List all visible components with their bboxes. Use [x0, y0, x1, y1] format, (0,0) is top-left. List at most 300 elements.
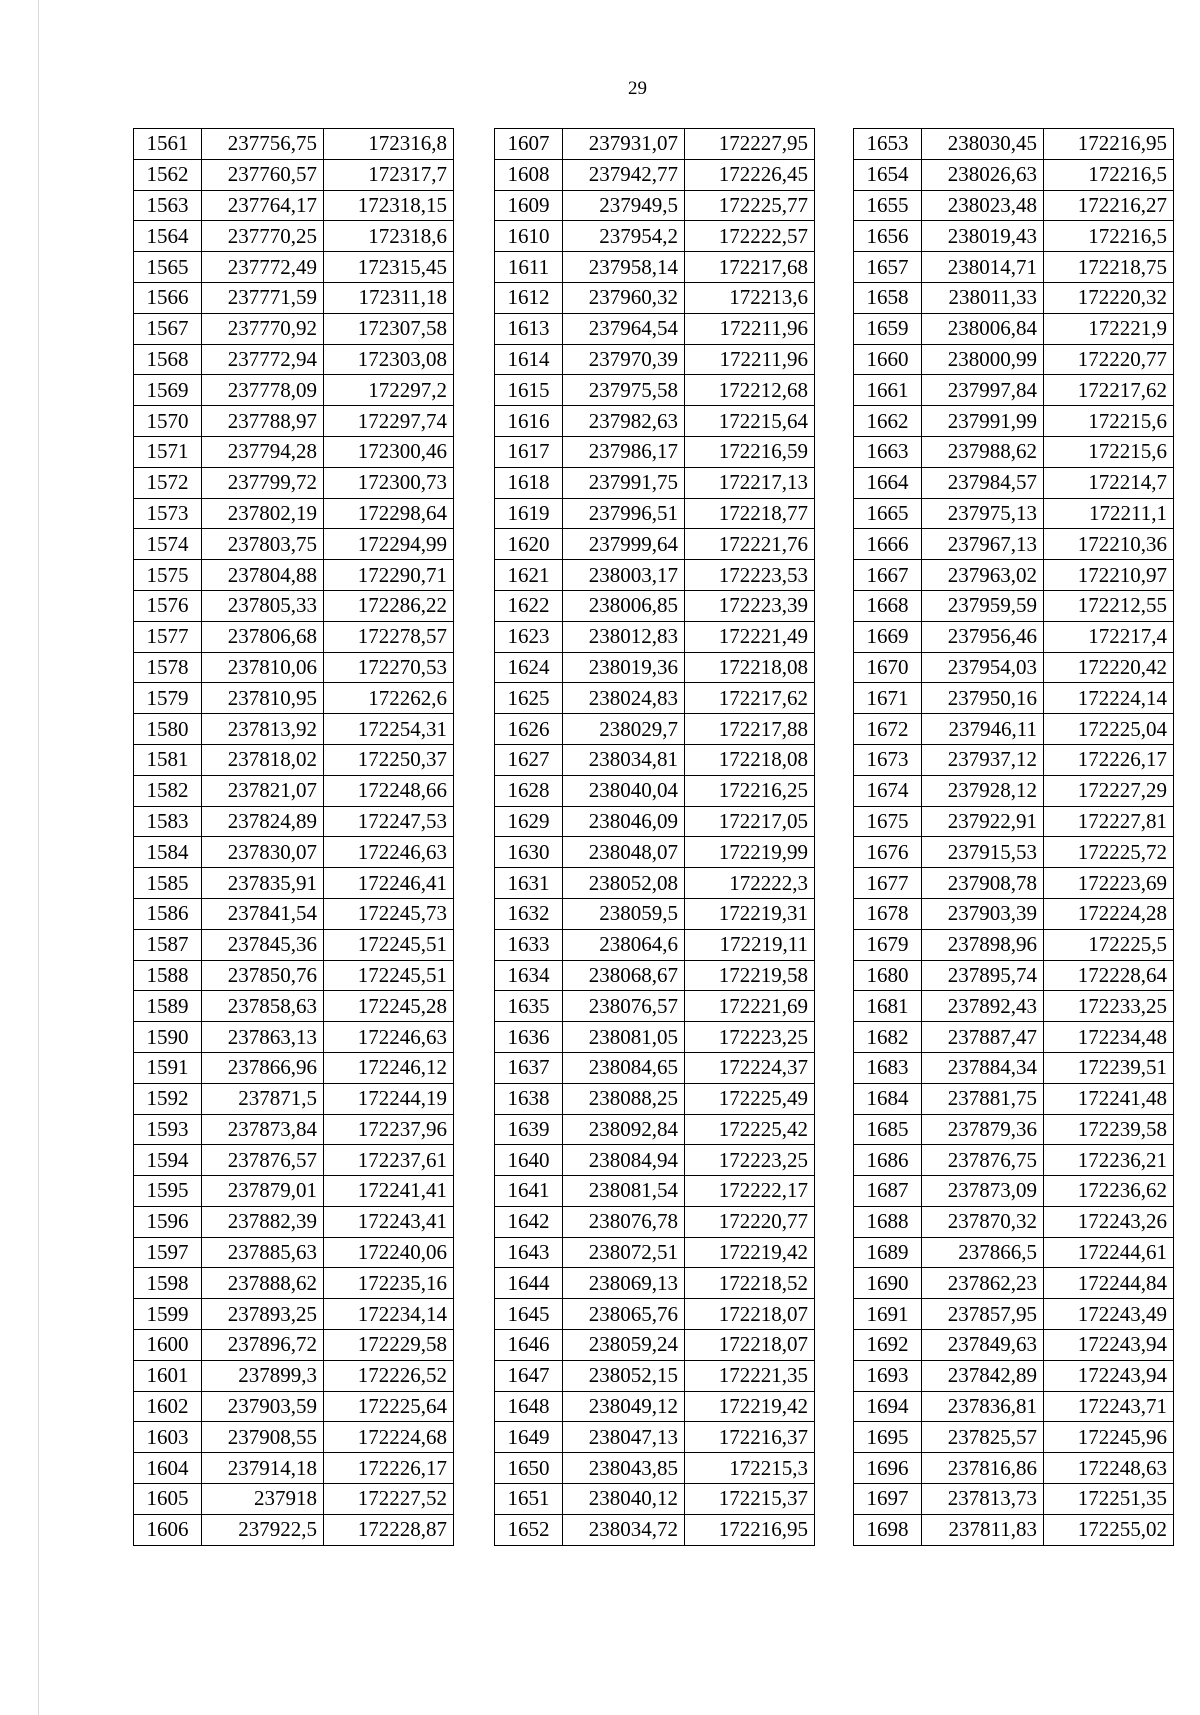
table-row: [134, 991, 454, 1022]
y-coordinate-cell: 172223,25: [685, 1022, 815, 1053]
y-coordinate-cell: 172218,08: [685, 744, 815, 775]
x-coordinate-cell: 237802,19: [202, 498, 324, 529]
x-coordinate-cell: 238040,12: [563, 1484, 685, 1515]
x-coordinate-cell: 237922,91: [922, 806, 1044, 837]
coordinates-table-1: [133, 128, 454, 1546]
x-coordinate-cell: 237895,74: [922, 960, 1044, 991]
point-number-cell: 1591: [134, 1052, 202, 1083]
y-coordinate-cell: 172237,96: [324, 1114, 454, 1145]
y-coordinate-cell: 172214,7: [1044, 467, 1174, 498]
point-number-cell: 1595: [134, 1176, 202, 1207]
x-coordinate-cell: 237908,78: [922, 868, 1044, 899]
x-coordinate-cell: 237970,39: [563, 344, 685, 375]
y-coordinate-cell: 172225,42: [685, 1114, 815, 1145]
point-number-cell: 1663: [854, 436, 922, 467]
point-number-cell: 1634: [495, 960, 563, 991]
x-coordinate-cell: 238084,65: [563, 1052, 685, 1083]
y-coordinate-cell: 172290,71: [324, 560, 454, 591]
y-coordinate-cell: 172218,08: [685, 652, 815, 683]
point-number-cell: 1682: [854, 1022, 922, 1053]
y-coordinate-cell: 172315,45: [324, 252, 454, 283]
y-coordinate-cell: 172226,45: [685, 159, 815, 190]
y-coordinate-cell: 172216,37: [685, 1422, 815, 1453]
x-coordinate-cell: 237818,02: [202, 744, 324, 775]
y-coordinate-cell: 172246,63: [324, 1022, 454, 1053]
point-number-cell: 1697: [854, 1484, 922, 1515]
table-row: [134, 313, 454, 344]
y-coordinate-cell: 172245,96: [1044, 1422, 1174, 1453]
x-coordinate-cell: 238029,7: [563, 714, 685, 745]
x-coordinate-cell: 237975,58: [563, 375, 685, 406]
x-coordinate-cell: 238084,94: [563, 1145, 685, 1176]
point-number-cell: 1582: [134, 775, 202, 806]
x-coordinate-cell: 237885,63: [202, 1237, 324, 1268]
x-coordinate-cell: 237857,95: [922, 1299, 1044, 1330]
table-row: [854, 344, 1174, 375]
x-coordinate-cell: 238072,51: [563, 1237, 685, 1268]
x-coordinate-cell: 237898,96: [922, 929, 1044, 960]
y-coordinate-cell: 172270,53: [324, 652, 454, 683]
table-row: [854, 1484, 1174, 1515]
point-number-cell: 1652: [495, 1514, 563, 1545]
table-row: [495, 313, 815, 344]
point-number-cell: 1564: [134, 221, 202, 252]
x-coordinate-cell: 237915,53: [922, 837, 1044, 868]
table-row: [134, 837, 454, 868]
table-row: [854, 1237, 1174, 1268]
x-coordinate-cell: 238064,6: [563, 929, 685, 960]
table-row: [495, 806, 815, 837]
table-row: [134, 129, 454, 160]
point-number-cell: 1691: [854, 1299, 922, 1330]
table-row: [495, 683, 815, 714]
x-coordinate-cell: 237914,18: [202, 1453, 324, 1484]
table-row: [134, 1422, 454, 1453]
y-coordinate-cell: 172300,46: [324, 436, 454, 467]
x-coordinate-cell: 238024,83: [563, 683, 685, 714]
table-row: [495, 1391, 815, 1422]
x-coordinate-cell: 237858,63: [202, 991, 324, 1022]
y-coordinate-cell: 172244,61: [1044, 1237, 1174, 1268]
x-coordinate-cell: 237967,13: [922, 529, 1044, 560]
y-coordinate-cell: 172216,25: [685, 775, 815, 806]
x-coordinate-cell: 238011,33: [922, 282, 1044, 313]
table-row: [495, 375, 815, 406]
point-number-cell: 1567: [134, 313, 202, 344]
table-row: [495, 837, 815, 868]
point-number-cell: 1646: [495, 1330, 563, 1361]
y-coordinate-cell: 172294,99: [324, 529, 454, 560]
y-coordinate-cell: 172226,17: [1044, 744, 1174, 775]
table-row: [134, 529, 454, 560]
y-coordinate-cell: 172286,22: [324, 590, 454, 621]
point-number-cell: 1653: [854, 129, 922, 160]
table-row: [134, 560, 454, 591]
x-coordinate-cell: 237950,16: [922, 683, 1044, 714]
x-coordinate-cell: 237899,3: [202, 1360, 324, 1391]
x-coordinate-cell: 237984,57: [922, 467, 1044, 498]
x-coordinate-cell: 238006,84: [922, 313, 1044, 344]
y-coordinate-cell: 172216,95: [1044, 129, 1174, 160]
point-number-cell: 1570: [134, 406, 202, 437]
x-coordinate-cell: 237892,43: [922, 991, 1044, 1022]
point-number-cell: 1566: [134, 282, 202, 313]
y-coordinate-cell: 172297,2: [324, 375, 454, 406]
point-number-cell: 1589: [134, 991, 202, 1022]
point-number-cell: 1640: [495, 1145, 563, 1176]
table-row: [134, 775, 454, 806]
x-coordinate-cell: 237876,75: [922, 1145, 1044, 1176]
y-coordinate-cell: 172223,39: [685, 590, 815, 621]
x-coordinate-cell: 237813,92: [202, 714, 324, 745]
y-coordinate-cell: 172243,41: [324, 1206, 454, 1237]
x-coordinate-cell: 238003,17: [563, 560, 685, 591]
x-coordinate-cell: 237988,62: [922, 436, 1044, 467]
y-coordinate-cell: 172212,68: [685, 375, 815, 406]
table-row: [495, 190, 815, 221]
point-number-cell: 1696: [854, 1453, 922, 1484]
table-row: [495, 1484, 815, 1515]
x-coordinate-cell: 237835,91: [202, 868, 324, 899]
x-coordinate-cell: 237824,89: [202, 806, 324, 837]
x-coordinate-cell: 237850,76: [202, 960, 324, 991]
y-coordinate-cell: 172215,64: [685, 406, 815, 437]
table-row: [495, 775, 815, 806]
y-coordinate-cell: 172316,8: [324, 129, 454, 160]
point-number-cell: 1693: [854, 1360, 922, 1391]
table-row: [134, 898, 454, 929]
y-coordinate-cell: 172221,35: [685, 1360, 815, 1391]
table-row: [495, 159, 815, 190]
point-number-cell: 1577: [134, 621, 202, 652]
y-coordinate-cell: 172228,87: [324, 1514, 454, 1545]
point-number-cell: 1601: [134, 1360, 202, 1391]
table-row: [854, 1330, 1174, 1361]
y-coordinate-cell: 172221,49: [685, 621, 815, 652]
y-coordinate-cell: 172223,69: [1044, 868, 1174, 899]
table-row: [134, 960, 454, 991]
x-coordinate-cell: 237870,32: [922, 1206, 1044, 1237]
y-coordinate-cell: 172243,94: [1044, 1360, 1174, 1391]
table-row: [854, 991, 1174, 1022]
table-row: [854, 560, 1174, 591]
table-row: [854, 406, 1174, 437]
point-number-cell: 1628: [495, 775, 563, 806]
table-row: [134, 221, 454, 252]
table-row: [854, 806, 1174, 837]
table-row: [134, 498, 454, 529]
table-row: [495, 1422, 815, 1453]
table-row: [134, 467, 454, 498]
table-row: [854, 467, 1174, 498]
table-row: [495, 960, 815, 991]
point-number-cell: 1581: [134, 744, 202, 775]
y-coordinate-cell: 172221,76: [685, 529, 815, 560]
y-coordinate-cell: 172222,3: [685, 868, 815, 899]
y-coordinate-cell: 172255,02: [1044, 1514, 1174, 1545]
x-coordinate-cell: 237816,86: [922, 1453, 1044, 1484]
table-row: [854, 159, 1174, 190]
point-number-cell: 1613: [495, 313, 563, 344]
x-coordinate-cell: 237942,77: [563, 159, 685, 190]
x-coordinate-cell: 237772,94: [202, 344, 324, 375]
point-number-cell: 1623: [495, 621, 563, 652]
point-number-cell: 1572: [134, 467, 202, 498]
point-number-cell: 1629: [495, 806, 563, 837]
y-coordinate-cell: 172245,51: [324, 929, 454, 960]
table-row: [854, 1114, 1174, 1145]
y-coordinate-cell: 172237,61: [324, 1145, 454, 1176]
scan-edge-line: [38, 0, 39, 1715]
x-coordinate-cell: 237804,88: [202, 560, 324, 591]
x-coordinate-cell: 237999,64: [563, 529, 685, 560]
point-number-cell: 1644: [495, 1268, 563, 1299]
x-coordinate-cell: 237778,09: [202, 375, 324, 406]
table-row: [854, 1022, 1174, 1053]
table-row: [495, 590, 815, 621]
x-coordinate-cell: 238043,85: [563, 1453, 685, 1484]
x-coordinate-cell: 237806,68: [202, 621, 324, 652]
point-number-cell: 1649: [495, 1422, 563, 1453]
y-coordinate-cell: 172216,27: [1044, 190, 1174, 221]
x-coordinate-cell: 238076,57: [563, 991, 685, 1022]
y-coordinate-cell: 172245,28: [324, 991, 454, 1022]
y-coordinate-cell: 172233,25: [1044, 991, 1174, 1022]
table-row: [134, 1268, 454, 1299]
point-number-cell: 1600: [134, 1330, 202, 1361]
y-coordinate-cell: 172220,42: [1044, 652, 1174, 683]
point-number-cell: 1604: [134, 1453, 202, 1484]
point-number-cell: 1627: [495, 744, 563, 775]
table-row: [134, 159, 454, 190]
x-coordinate-cell: 237879,36: [922, 1114, 1044, 1145]
x-coordinate-cell: 237887,47: [922, 1022, 1044, 1053]
x-coordinate-cell: 238049,12: [563, 1391, 685, 1422]
y-coordinate-cell: 172245,51: [324, 960, 454, 991]
table-row: [854, 498, 1174, 529]
y-coordinate-cell: 172225,04: [1044, 714, 1174, 745]
x-coordinate-cell: 237849,63: [922, 1330, 1044, 1361]
table-row: [854, 929, 1174, 960]
x-coordinate-cell: 237873,09: [922, 1176, 1044, 1207]
x-coordinate-cell: 238034,72: [563, 1514, 685, 1545]
y-coordinate-cell: 172216,5: [1044, 159, 1174, 190]
x-coordinate-cell: 237922,5: [202, 1514, 324, 1545]
x-coordinate-cell: 237946,11: [922, 714, 1044, 745]
table-row: [134, 1145, 454, 1176]
x-coordinate-cell: 237882,39: [202, 1206, 324, 1237]
point-number-cell: 1587: [134, 929, 202, 960]
y-coordinate-cell: 172246,63: [324, 837, 454, 868]
x-coordinate-cell: 237873,84: [202, 1114, 324, 1145]
y-coordinate-cell: 172245,73: [324, 898, 454, 929]
point-number-cell: 1666: [854, 529, 922, 560]
x-coordinate-cell: 237770,25: [202, 221, 324, 252]
y-coordinate-cell: 172215,37: [685, 1484, 815, 1515]
x-coordinate-cell: 237896,72: [202, 1330, 324, 1361]
x-coordinate-cell: 237866,5: [922, 1237, 1044, 1268]
y-coordinate-cell: 172243,71: [1044, 1391, 1174, 1422]
x-coordinate-cell: 237836,81: [922, 1391, 1044, 1422]
y-coordinate-cell: 172215,6: [1044, 406, 1174, 437]
y-coordinate-cell: 172220,77: [685, 1206, 815, 1237]
x-coordinate-cell: 238069,13: [563, 1268, 685, 1299]
table-row: [854, 683, 1174, 714]
x-coordinate-cell: 237805,33: [202, 590, 324, 621]
y-coordinate-cell: 172307,58: [324, 313, 454, 344]
table-row: [495, 252, 815, 283]
y-coordinate-cell: 172241,48: [1044, 1083, 1174, 1114]
table-row: [134, 252, 454, 283]
y-coordinate-cell: 172300,73: [324, 467, 454, 498]
table-row: [134, 1022, 454, 1053]
table-row: [495, 282, 815, 313]
y-coordinate-cell: 172217,05: [685, 806, 815, 837]
x-coordinate-cell: 238019,36: [563, 652, 685, 683]
y-coordinate-cell: 172218,07: [685, 1299, 815, 1330]
point-number-cell: 1620: [495, 529, 563, 560]
point-number-cell: 1636: [495, 1022, 563, 1053]
point-number-cell: 1593: [134, 1114, 202, 1145]
y-coordinate-cell: 172241,41: [324, 1176, 454, 1207]
y-coordinate-cell: 172251,35: [1044, 1484, 1174, 1515]
table-row: [134, 621, 454, 652]
x-coordinate-cell: 237958,14: [563, 252, 685, 283]
y-coordinate-cell: 172219,11: [685, 929, 815, 960]
x-coordinate-cell: 237884,34: [922, 1052, 1044, 1083]
point-number-cell: 1678: [854, 898, 922, 929]
table-row: [495, 129, 815, 160]
x-coordinate-cell: 237813,73: [922, 1484, 1044, 1515]
page-number: 29: [628, 78, 647, 99]
table-row: [134, 1453, 454, 1484]
table-row: [134, 1391, 454, 1422]
point-number-cell: 1568: [134, 344, 202, 375]
point-number-cell: 1618: [495, 467, 563, 498]
table-row: [134, 1360, 454, 1391]
point-number-cell: 1594: [134, 1145, 202, 1176]
table-row: [134, 1114, 454, 1145]
point-number-cell: 1610: [495, 221, 563, 252]
y-coordinate-cell: 172211,1: [1044, 498, 1174, 529]
y-coordinate-cell: 172219,58: [685, 960, 815, 991]
table-row: [495, 1083, 815, 1114]
table-row: [854, 1268, 1174, 1299]
x-coordinate-cell: 237764,17: [202, 190, 324, 221]
y-coordinate-cell: 172234,48: [1044, 1022, 1174, 1053]
x-coordinate-cell: 238030,45: [922, 129, 1044, 160]
x-coordinate-cell: 238000,99: [922, 344, 1044, 375]
x-coordinate-cell: 238019,43: [922, 221, 1044, 252]
y-coordinate-cell: 172210,97: [1044, 560, 1174, 591]
y-coordinate-cell: 172211,96: [685, 313, 815, 344]
y-coordinate-cell: 172217,13: [685, 467, 815, 498]
point-number-cell: 1619: [495, 498, 563, 529]
y-coordinate-cell: 172217,62: [1044, 375, 1174, 406]
x-coordinate-cell: 237756,75: [202, 129, 324, 160]
y-coordinate-cell: 172222,17: [685, 1176, 815, 1207]
x-coordinate-cell: 237810,95: [202, 683, 324, 714]
y-coordinate-cell: 172217,62: [685, 683, 815, 714]
point-number-cell: 1621: [495, 560, 563, 591]
point-number-cell: 1596: [134, 1206, 202, 1237]
table-row: [854, 590, 1174, 621]
point-number-cell: 1680: [854, 960, 922, 991]
y-coordinate-cell: 172215,6: [1044, 436, 1174, 467]
x-coordinate-cell: 238081,05: [563, 1022, 685, 1053]
x-coordinate-cell: 237991,75: [563, 467, 685, 498]
table-row: [495, 1453, 815, 1484]
table-row: [134, 406, 454, 437]
point-number-cell: 1689: [854, 1237, 922, 1268]
point-number-cell: 1657: [854, 252, 922, 283]
table-row: [854, 775, 1174, 806]
point-number-cell: 1632: [495, 898, 563, 929]
point-number-cell: 1583: [134, 806, 202, 837]
y-coordinate-cell: 172213,6: [685, 282, 815, 313]
point-number-cell: 1599: [134, 1299, 202, 1330]
table-row: [134, 868, 454, 899]
table-row: [854, 1206, 1174, 1237]
table-row: [854, 652, 1174, 683]
point-number-cell: 1685: [854, 1114, 922, 1145]
table-row: [495, 1206, 815, 1237]
point-number-cell: 1651: [495, 1484, 563, 1515]
point-number-cell: 1624: [495, 652, 563, 683]
y-coordinate-cell: 172210,36: [1044, 529, 1174, 560]
table-row: [134, 1052, 454, 1083]
table-row: [134, 1237, 454, 1268]
table-row: [495, 221, 815, 252]
table-row: [134, 744, 454, 775]
point-number-cell: 1631: [495, 868, 563, 899]
y-coordinate-cell: 172224,14: [1044, 683, 1174, 714]
point-number-cell: 1584: [134, 837, 202, 868]
table-row: [495, 1022, 815, 1053]
x-coordinate-cell: 237842,89: [922, 1360, 1044, 1391]
x-coordinate-cell: 238059,5: [563, 898, 685, 929]
table-row: [495, 991, 815, 1022]
point-number-cell: 1660: [854, 344, 922, 375]
x-coordinate-cell: 237770,92: [202, 313, 324, 344]
point-number-cell: 1602: [134, 1391, 202, 1422]
table-row: [854, 837, 1174, 868]
y-coordinate-cell: 172227,81: [1044, 806, 1174, 837]
table-row: [134, 1083, 454, 1114]
point-number-cell: 1676: [854, 837, 922, 868]
x-coordinate-cell: 238006,85: [563, 590, 685, 621]
y-coordinate-cell: 172222,57: [685, 221, 815, 252]
table-row: [854, 1176, 1174, 1207]
x-coordinate-cell: 238046,09: [563, 806, 685, 837]
point-number-cell: 1684: [854, 1083, 922, 1114]
x-coordinate-cell: 238052,08: [563, 868, 685, 899]
point-number-cell: 1571: [134, 436, 202, 467]
x-coordinate-cell: 238052,15: [563, 1360, 685, 1391]
point-number-cell: 1635: [495, 991, 563, 1022]
x-coordinate-cell: 238047,13: [563, 1422, 685, 1453]
x-coordinate-cell: 237949,5: [563, 190, 685, 221]
point-number-cell: 1648: [495, 1391, 563, 1422]
x-coordinate-cell: 237794,28: [202, 436, 324, 467]
point-number-cell: 1606: [134, 1514, 202, 1545]
point-number-cell: 1563: [134, 190, 202, 221]
point-number-cell: 1565: [134, 252, 202, 283]
table-row: [854, 1299, 1174, 1330]
y-coordinate-cell: 172234,14: [324, 1299, 454, 1330]
y-coordinate-cell: 172217,4: [1044, 621, 1174, 652]
table-row: [854, 1360, 1174, 1391]
